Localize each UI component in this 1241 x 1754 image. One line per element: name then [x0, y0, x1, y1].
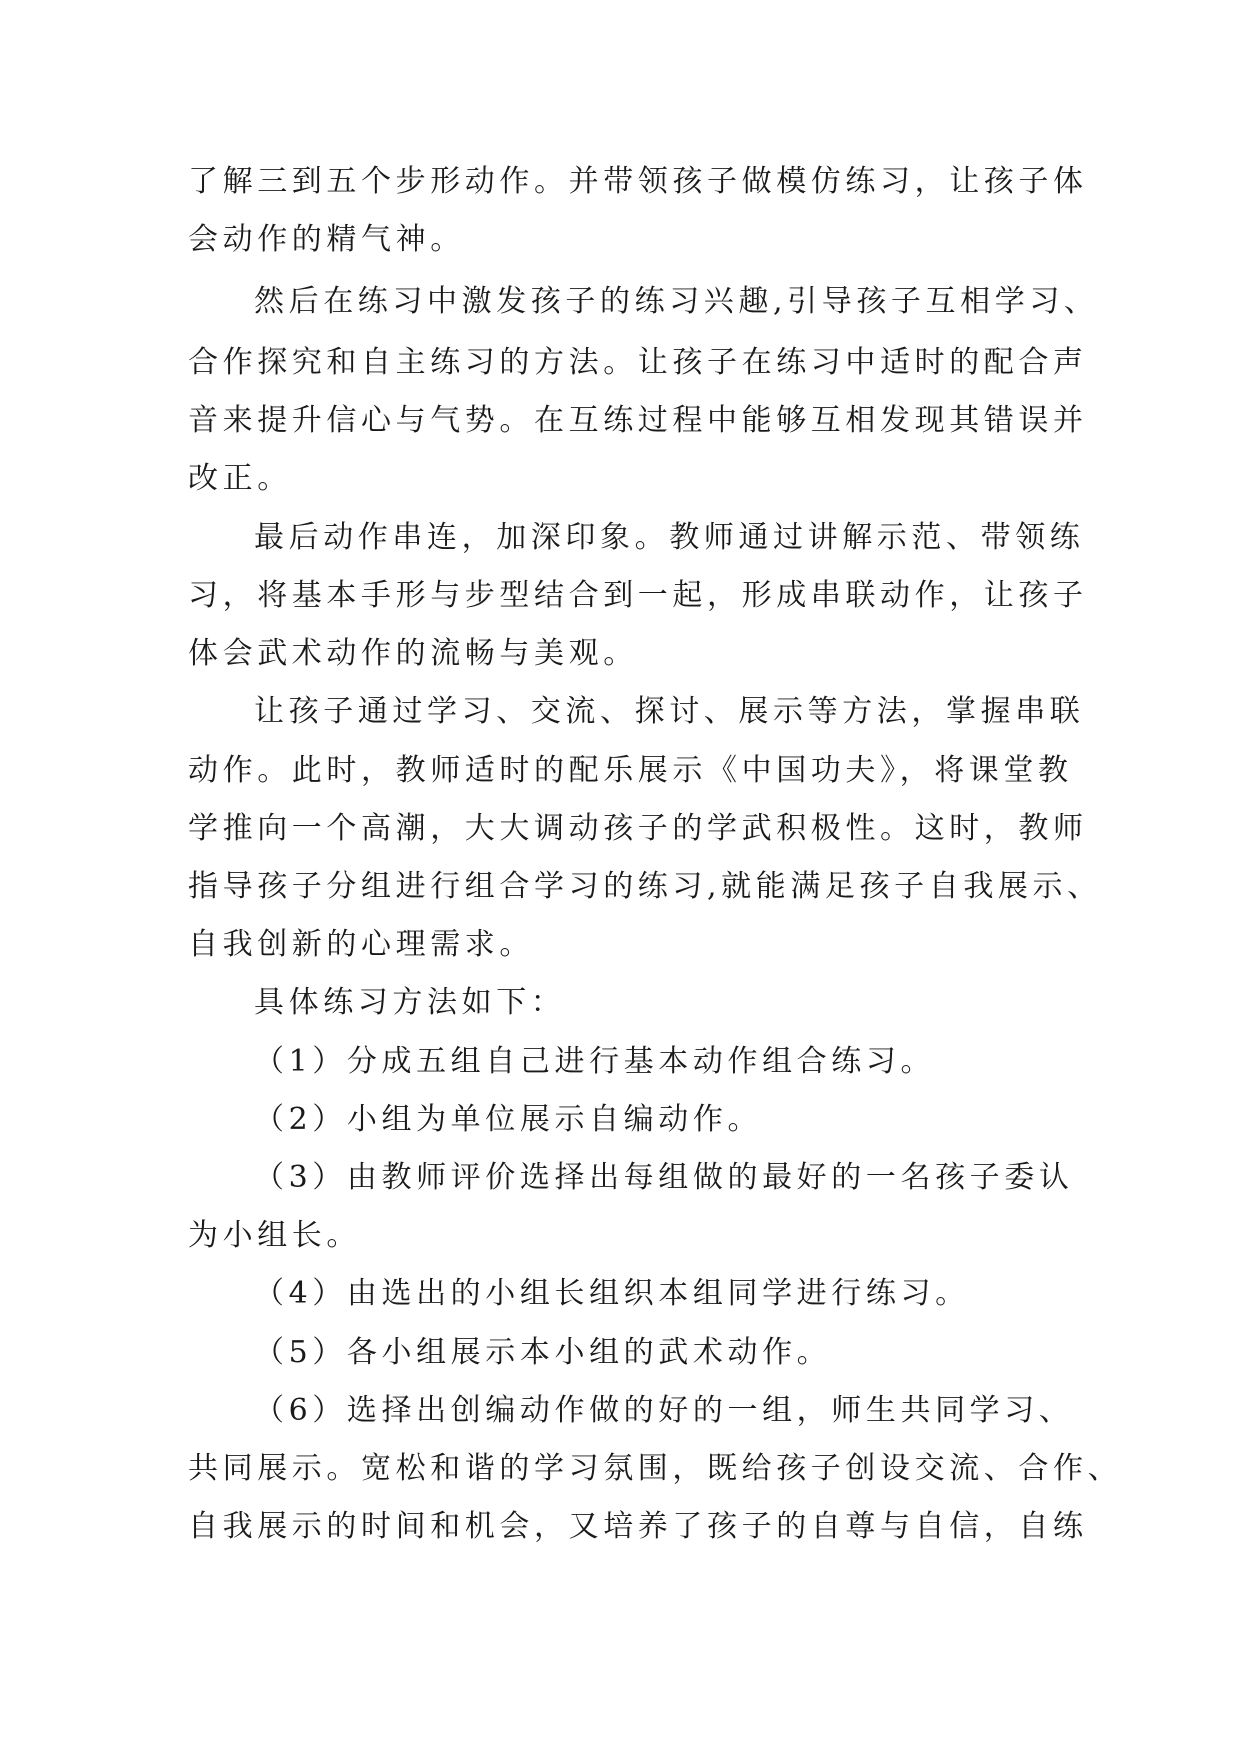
paragraph-first-line: 最后动作串连，加深印象。教师通过讲解示范、带领练: [254, 520, 1085, 555]
paragraph-first-line: 然后在练习中激发孩子的练习兴趣,引导孩子互相学习、: [254, 284, 1099, 319]
text-line: 为小组长。: [188, 1218, 361, 1253]
list-item: （5）各小组展示本小组的武术动作。: [254, 1335, 832, 1370]
text-line: 会动作的精气神。: [188, 222, 465, 257]
text-line: 合作探究和自主练习的方法。让孩子在练习中适时的配合声: [188, 345, 1088, 380]
list-item: （4）由选出的小组长组织本组同学进行练习。: [254, 1276, 970, 1311]
text-line: 学推向一个高潮，大大调动孩子的学武积极性。这时，教师: [188, 811, 1088, 846]
text-line: 体会武术动作的流畅与美观。: [188, 636, 638, 671]
list-item: （2）小组为单位展示自编动作。: [254, 1102, 763, 1137]
list-item: （3）由教师评价选择出每组做的最好的一名孩子委认: [254, 1160, 1074, 1195]
text-line: 自我创新的心理需求。: [188, 927, 534, 962]
text-line: 指导孩子分组进行组合学习的练习,就能满足孩子自我展示、: [188, 869, 1102, 904]
text-line: 自我展示的时间和机会，又培养了孩子的自尊与自信，自练: [188, 1509, 1088, 1544]
paragraph-first-line: 具体练习方法如下：: [254, 985, 566, 1020]
text-line: 共同展示。宽松和谐的学习氛围，既给孩子创设交流、合作、: [188, 1451, 1123, 1486]
list-item: （1）分成五组自己进行基本动作组合练习。: [254, 1044, 936, 1079]
paragraph-first-line: 让孩子通过学习、交流、探讨、展示等方法，掌握串联: [254, 694, 1085, 729]
text-line: 音来提升信心与气势。在互练过程中能够互相发现其错误并: [188, 403, 1088, 438]
text-line: 了解三到五个步形动作。并带领孩子做模仿练习，让孩子体: [188, 164, 1088, 199]
list-item: （6）选择出创编动作做的好的一组，师生共同学习、: [254, 1393, 1074, 1428]
text-line: 习，将基本手形与步型结合到一起，形成串联动作，让孩子: [188, 578, 1088, 613]
text-line: 动作。此时，教师适时的配乐展示《中国功夫》，将课堂教: [188, 753, 1073, 788]
text-line: 改正。: [188, 461, 292, 496]
